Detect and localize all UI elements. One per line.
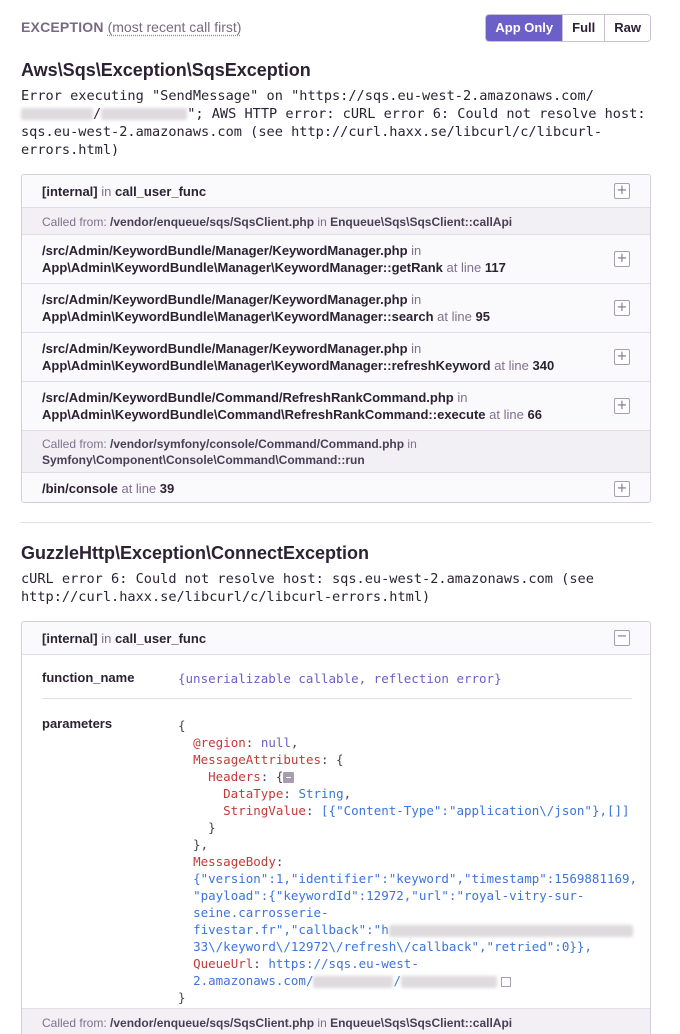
expand-icon[interactable]: + bbox=[614, 481, 630, 497]
key-message-body: MessageBody bbox=[193, 854, 276, 869]
frame-at: at line bbox=[489, 407, 524, 422]
exception-value-text: Error executing "SendMessage" on "https://sqs.eu-west-2.amazonaws.com/ bbox=[21, 88, 594, 104]
collapse-toggle-icon[interactable] bbox=[283, 772, 294, 783]
frame-function: App\Admin\KeywordBundle\Command\RefreshRankCommand::execute bbox=[42, 407, 486, 422]
frame-in: in bbox=[411, 292, 422, 307]
stack-trace bbox=[21, 174, 651, 503]
expand-icon[interactable]: + bbox=[614, 251, 630, 267]
called-from-label: Called from: bbox=[42, 1016, 107, 1030]
var-row-parameters bbox=[42, 707, 638, 1007]
frame-function: Enqueue\Sqs\SqsClient::callApi bbox=[330, 1016, 513, 1030]
stack-frame[interactable] bbox=[22, 175, 650, 207]
called-from-label: Called from: bbox=[42, 437, 107, 451]
called-from-frame bbox=[22, 1008, 650, 1034]
expand-icon[interactable]: + bbox=[614, 300, 630, 316]
expand-icon[interactable]: + bbox=[614, 183, 630, 199]
key-region: @region bbox=[193, 735, 246, 750]
frame-in: in bbox=[317, 215, 327, 229]
redacted-queue-name bbox=[401, 976, 497, 988]
value-message-body: "payload":{"keywordId":12972,"url":"royal-vitry-sur- bbox=[193, 888, 585, 903]
key-stringvalue: StringValue bbox=[223, 803, 306, 818]
parameters-value: { @region: null, MessageAttributes: { Headers: { DataType: String, StringValue: [{"Content-Type":"application\/json"},[]] } }, MessageBody: {"version":1,"identifier":"keyword","timestamp":1569881169, "payload":{"keywordId":12972,"url":"royal-vitry-sur- seine.carrosserie- fivestar.fr","callback":"h 33\/keyword\/12972\/refresh\/callback","retried":0}}, QueueUrl: https://sqs.eu-west- 2.amazonaws.com/ / } bbox=[178, 718, 638, 1005]
frame-function: call_user_func bbox=[115, 184, 207, 199]
section-title bbox=[21, 19, 241, 35]
value-region: null bbox=[260, 735, 291, 750]
called-from-frame bbox=[22, 430, 650, 472]
sort-order-toggle[interactable]: (most recent call first) bbox=[107, 19, 242, 35]
frame-in: in bbox=[101, 184, 112, 199]
value-stringvalue: [{"Content-Type":"application\/json"},[]] bbox=[321, 803, 630, 818]
section-title-label: EXCEPTION bbox=[21, 19, 104, 35]
var-key: parameters bbox=[42, 716, 113, 731]
var-row-function-name bbox=[42, 667, 632, 699]
redacted-account-id bbox=[313, 976, 393, 988]
frame-function: Symfony\Component\Console\Command\Command::run bbox=[42, 453, 365, 467]
frame-function: App\Admin\KeywordBundle\Manager\KeywordManager::search bbox=[42, 309, 434, 324]
frame-file: /bin/console bbox=[42, 481, 118, 496]
frame-file: /vendor/enqueue/sqs/SqsClient.php bbox=[110, 1016, 315, 1030]
stack-frame[interactable] bbox=[22, 283, 650, 332]
frame-at: at line bbox=[437, 309, 472, 324]
stack-frame[interactable] bbox=[22, 472, 650, 503]
frame-line: 95 bbox=[475, 309, 490, 324]
frame-line: 117 bbox=[484, 260, 506, 275]
frame-line: 340 bbox=[532, 358, 555, 373]
frame-file: /src/Admin/KeywordBundle/Manager/KeywordManager.php bbox=[42, 292, 408, 307]
value-queue-url: 2.amazonaws.com/ bbox=[193, 973, 314, 988]
frame-at: at line bbox=[494, 358, 529, 373]
frame-file: [internal] bbox=[42, 184, 98, 199]
exception-type: GuzzleHttp\Exception\ConnectException bbox=[21, 543, 370, 563]
frame-in: in bbox=[317, 1016, 327, 1030]
frame-in: in bbox=[457, 390, 468, 405]
frame-at: at line bbox=[121, 481, 157, 496]
full-button[interactable]: Full bbox=[562, 15, 604, 41]
brace: } bbox=[178, 990, 186, 1005]
exception-header bbox=[21, 14, 651, 42]
stack-frame[interactable] bbox=[22, 381, 650, 430]
key-datatype: DataType bbox=[223, 786, 284, 801]
value-message-body: 33\/keyword\/12972\/refresh\/callback","retried":0}}, bbox=[193, 939, 592, 954]
frame-file: /src/Admin/KeywordBundle/Command/RefreshRankCommand.php bbox=[42, 390, 454, 405]
key-headers: Headers bbox=[208, 769, 261, 784]
frame-in: in bbox=[101, 631, 112, 646]
redacted-account-id bbox=[21, 108, 93, 120]
external-link-icon[interactable] bbox=[501, 977, 511, 987]
stack-frame-expanded[interactable] bbox=[22, 622, 650, 654]
value-message-body: {"version":1,"identifier":"keyword","timestamp":1569881169, bbox=[193, 871, 638, 886]
redacted-callback-url bbox=[389, 925, 633, 937]
called-from-frame bbox=[22, 207, 650, 234]
view-mode-buttons bbox=[485, 14, 651, 42]
frame-file: /src/Admin/KeywordBundle/Manager/KeywordManager.php bbox=[42, 243, 408, 258]
frame-line: 66 bbox=[527, 407, 542, 422]
frame-file: /vendor/symfony/console/Command/Command.php bbox=[110, 437, 405, 451]
exception-value: cURL error 6: Could not resolve host: sqs.eu-west-2.amazonaws.com (see http://curl.haxx.se/libcurl/c/libcurl-errors.html) bbox=[21, 571, 603, 605]
frame-variables bbox=[22, 654, 650, 1008]
frame-in: in bbox=[407, 437, 417, 451]
key-queue-url: QueueUrl bbox=[193, 956, 254, 971]
expand-icon[interactable]: + bbox=[614, 398, 630, 414]
divider bbox=[21, 522, 651, 523]
exception-value bbox=[21, 87, 654, 159]
raw-button[interactable]: Raw bbox=[604, 15, 650, 41]
app-only-button[interactable]: App Only bbox=[486, 15, 562, 41]
frame-function: call_user_func bbox=[115, 631, 207, 646]
frame-line: 39 bbox=[159, 481, 175, 496]
value-message-body: fivestar.fr","callback":"h bbox=[193, 922, 389, 937]
frame-in: in bbox=[411, 243, 422, 258]
frame-file: /src/Admin/KeywordBundle/Manager/KeywordManager.php bbox=[42, 341, 408, 356]
exception-type: Aws\Sqs\Exception\SqsException bbox=[21, 60, 311, 80]
frame-file: /vendor/enqueue/sqs/SqsClient.php bbox=[110, 215, 315, 229]
frame-file: [internal] bbox=[42, 631, 98, 646]
value-datatype: String bbox=[298, 786, 344, 801]
var-key: function_name bbox=[42, 670, 135, 685]
redacted-queue-name bbox=[101, 108, 187, 120]
brace: { bbox=[178, 718, 186, 733]
frame-at: at line bbox=[446, 260, 482, 275]
stack-frame[interactable] bbox=[22, 332, 650, 381]
collapse-icon[interactable]: − bbox=[614, 630, 630, 646]
stack-frame[interactable] bbox=[22, 234, 650, 283]
stack-trace bbox=[21, 621, 651, 1034]
value-queue-url-sep: / bbox=[393, 973, 402, 988]
exception-value-text-rest: "; AWS HTTP error: cURL error 6: Could not resolve host: sqs.eu-west-2.amazonaws.com (see http://curl.haxx.se/libcurl/c/libcurl-errors.html) bbox=[21, 106, 654, 158]
exception-value-sep: / bbox=[93, 106, 102, 122]
frame-function: App\Admin\KeywordBundle\Manager\KeywordManager::refreshKeyword bbox=[42, 358, 491, 373]
called-from-label: Called from: bbox=[42, 215, 107, 229]
frame-function: App\Admin\KeywordBundle\Manager\KeywordManager::getRank bbox=[42, 260, 443, 275]
frame-in: in bbox=[411, 341, 422, 356]
value-message-body: seine.carrosserie- bbox=[193, 905, 329, 920]
expand-icon[interactable]: + bbox=[614, 349, 630, 365]
value-queue-url: https://sqs.eu-west- bbox=[268, 956, 419, 971]
var-value: {unserializable callable, reflection error} bbox=[178, 671, 502, 686]
key-message-attributes: MessageAttributes bbox=[193, 752, 321, 767]
frame-function: Enqueue\Sqs\SqsClient::callApi bbox=[330, 215, 513, 229]
